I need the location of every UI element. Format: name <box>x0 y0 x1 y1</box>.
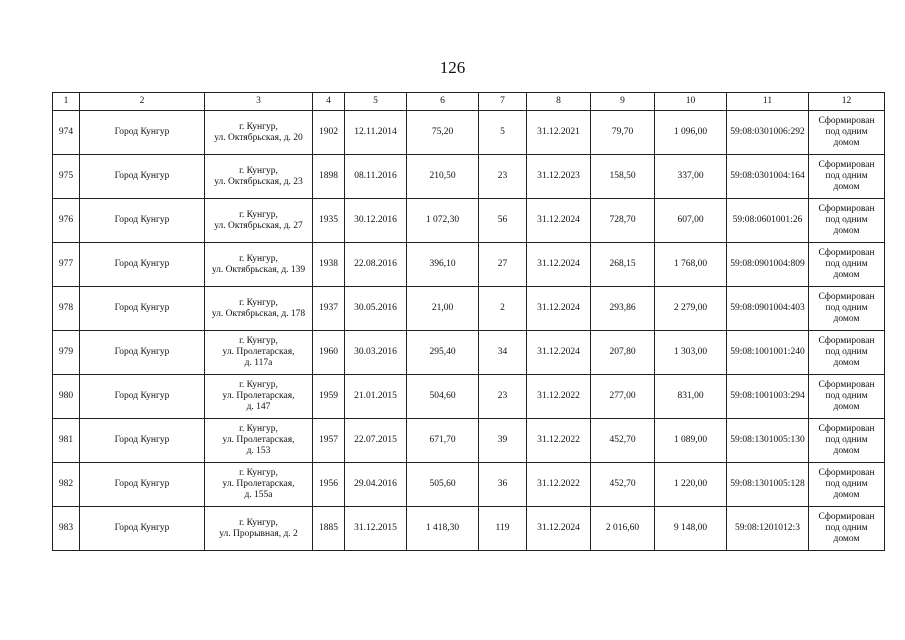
area-cell: 21,00 <box>407 287 479 331</box>
cadastral-number-cell: 59:08:1001001:240 <box>727 331 809 375</box>
area-cell: 396,10 <box>407 243 479 287</box>
settlement-cell: Город Кунгур <box>80 243 205 287</box>
residents-cell: 23 <box>479 375 527 419</box>
residents-cell: 5 <box>479 111 527 155</box>
deadline-cell: 31.12.2024 <box>527 507 591 551</box>
residents-cell: 56 <box>479 199 527 243</box>
cadastral-number-cell: 59:08:0901004:809 <box>727 243 809 287</box>
residents-cell: 23 <box>479 155 527 199</box>
table-row <box>53 111 885 155</box>
settlement-cell: Город Кунгур <box>80 287 205 331</box>
date-cell: 31.12.2015 <box>345 507 407 551</box>
land-area-cell: 831,00 <box>655 375 727 419</box>
area-cell: 75,20 <box>407 111 479 155</box>
date-cell: 21.01.2015 <box>345 375 407 419</box>
cadastral-number-cell: 59:08:0301004:164 <box>727 155 809 199</box>
year-built-cell: 1957 <box>313 419 345 463</box>
deadline-cell: 31.12.2024 <box>527 199 591 243</box>
status-cell: Сформирован под одним домом <box>809 331 885 375</box>
date-cell: 30.12.2016 <box>345 199 407 243</box>
year-built-cell: 1935 <box>313 199 345 243</box>
address-cell: г. Кунгур, ул. Октябрьская, д. 139 <box>205 243 313 287</box>
cadastral-number-cell: 59:08:1201012:3 <box>727 507 809 551</box>
row-number-cell: 978 <box>53 287 80 331</box>
address-cell: г. Кунгур, ул. Пролетарская, д. 147 <box>205 375 313 419</box>
table-row <box>53 507 885 551</box>
address-cell: г. Кунгур, ул. Октябрьская, д. 20 <box>205 111 313 155</box>
area-cell: 79,70 <box>591 111 655 155</box>
settlement-cell: Город Кунгур <box>80 331 205 375</box>
column-header: 10 <box>655 93 727 111</box>
table-row <box>53 287 885 331</box>
land-area-cell: 9 148,00 <box>655 507 727 551</box>
area-cell: 293,86 <box>591 287 655 331</box>
area-cell: 1 418,30 <box>407 507 479 551</box>
area-cell: 452,70 <box>591 419 655 463</box>
cadastral-number-cell: 59:08:0901004:403 <box>727 287 809 331</box>
area-cell: 504,60 <box>407 375 479 419</box>
area-cell: 728,70 <box>591 199 655 243</box>
residents-cell: 34 <box>479 331 527 375</box>
table-row <box>53 419 885 463</box>
settlement-cell: Город Кунгур <box>80 463 205 507</box>
status-cell: Сформирован под одним домом <box>809 507 885 551</box>
status-cell: Сформирован под одним домом <box>809 419 885 463</box>
row-number-cell: 976 <box>53 199 80 243</box>
deadline-cell: 31.12.2022 <box>527 463 591 507</box>
table-row <box>53 375 885 419</box>
year-built-cell: 1902 <box>313 111 345 155</box>
row-number-cell: 981 <box>53 419 80 463</box>
column-header: 12 <box>809 93 885 111</box>
address-cell: г. Кунгур, ул. Октябрьская, д. 23 <box>205 155 313 199</box>
column-header: 1 <box>53 93 80 111</box>
column-header: 4 <box>313 93 345 111</box>
status-cell: Сформирован под одним домом <box>809 111 885 155</box>
area-cell: 671,70 <box>407 419 479 463</box>
status-cell: Сформирован под одним домом <box>809 199 885 243</box>
area-cell: 2 016,60 <box>591 507 655 551</box>
year-built-cell: 1956 <box>313 463 345 507</box>
cadastral-number-cell: 59:08:1301005:128 <box>727 463 809 507</box>
deadline-cell: 31.12.2023 <box>527 155 591 199</box>
page-number: 126 <box>439 58 466 77</box>
residents-cell: 2 <box>479 287 527 331</box>
land-area-cell: 1 089,00 <box>655 419 727 463</box>
area-cell: 277,00 <box>591 375 655 419</box>
address-cell: г. Кунгур, ул. Прорывная, д. 2 <box>205 507 313 551</box>
address-cell: г. Кунгур, ул. Пролетарская, д. 153 <box>205 419 313 463</box>
residents-cell: 39 <box>479 419 527 463</box>
settlement-cell: Город Кунгур <box>80 419 205 463</box>
status-cell: Сформирован под одним домом <box>809 463 885 507</box>
area-cell: 268,15 <box>591 243 655 287</box>
row-number-cell: 982 <box>53 463 80 507</box>
deadline-cell: 31.12.2022 <box>527 375 591 419</box>
row-number-cell: 980 <box>53 375 80 419</box>
row-number-cell: 979 <box>53 331 80 375</box>
deadline-cell: 31.12.2024 <box>527 243 591 287</box>
date-cell: 12.11.2014 <box>345 111 407 155</box>
settlement-cell: Город Кунгур <box>80 111 205 155</box>
address-cell: г. Кунгур, ул. Пролетарская, д. 155а <box>205 463 313 507</box>
row-number-cell: 975 <box>53 155 80 199</box>
row-number-cell: 977 <box>53 243 80 287</box>
residents-cell: 119 <box>479 507 527 551</box>
year-built-cell: 1898 <box>313 155 345 199</box>
registry-table <box>52 92 885 551</box>
land-area-cell: 607,00 <box>655 199 727 243</box>
year-built-cell: 1885 <box>313 507 345 551</box>
deadline-cell: 31.12.2022 <box>527 419 591 463</box>
table-row <box>53 331 885 375</box>
settlement-cell: Город Кунгур <box>80 375 205 419</box>
status-cell: Сформирован под одним домом <box>809 375 885 419</box>
year-built-cell: 1960 <box>313 331 345 375</box>
row-number-cell: 983 <box>53 507 80 551</box>
area-cell: 452,70 <box>591 463 655 507</box>
column-header: 3 <box>205 93 313 111</box>
address-cell: г. Кунгур, ул. Октябрьская, д. 27 <box>205 199 313 243</box>
land-area-cell: 1 096,00 <box>655 111 727 155</box>
cadastral-number-cell: 59:08:0301006:292 <box>727 111 809 155</box>
year-built-cell: 1959 <box>313 375 345 419</box>
land-area-cell: 2 279,00 <box>655 287 727 331</box>
area-cell: 295,40 <box>407 331 479 375</box>
status-cell: Сформирован под одним домом <box>809 287 885 331</box>
column-header: 11 <box>727 93 809 111</box>
year-built-cell: 1937 <box>313 287 345 331</box>
cadastral-number-cell: 59:08:0601001:26 <box>727 199 809 243</box>
column-header: 5 <box>345 93 407 111</box>
area-cell: 1 072,30 <box>407 199 479 243</box>
header-row <box>53 93 885 111</box>
column-header: 2 <box>80 93 205 111</box>
settlement-cell: Город Кунгур <box>80 507 205 551</box>
deadline-cell: 31.12.2024 <box>527 331 591 375</box>
date-cell: 30.03.2016 <box>345 331 407 375</box>
table-row <box>53 243 885 287</box>
column-header: 7 <box>479 93 527 111</box>
table-row <box>53 199 885 243</box>
column-header: 8 <box>527 93 591 111</box>
residents-cell: 27 <box>479 243 527 287</box>
date-cell: 29.04.2016 <box>345 463 407 507</box>
deadline-cell: 31.12.2024 <box>527 287 591 331</box>
table-row <box>53 463 885 507</box>
address-cell: г. Кунгур, ул. Пролетарская, д. 117а <box>205 331 313 375</box>
cadastral-number-cell: 59:08:1301005:130 <box>727 419 809 463</box>
cadastral-number-cell: 59:08:1001003:294 <box>727 375 809 419</box>
date-cell: 22.08.2016 <box>345 243 407 287</box>
area-cell: 158,50 <box>591 155 655 199</box>
status-cell: Сформирован под одним домом <box>809 155 885 199</box>
date-cell: 08.11.2016 <box>345 155 407 199</box>
residents-cell: 36 <box>479 463 527 507</box>
date-cell: 22.07.2015 <box>345 419 407 463</box>
area-cell: 505,60 <box>407 463 479 507</box>
date-cell: 30.05.2016 <box>345 287 407 331</box>
year-built-cell: 1938 <box>313 243 345 287</box>
area-cell: 210,50 <box>407 155 479 199</box>
land-area-cell: 1 220,00 <box>655 463 727 507</box>
settlement-cell: Город Кунгур <box>80 199 205 243</box>
table-row <box>53 155 885 199</box>
status-cell: Сформирован под одним домом <box>809 243 885 287</box>
settlement-cell: Город Кунгур <box>80 155 205 199</box>
column-header: 9 <box>591 93 655 111</box>
row-number-cell: 974 <box>53 111 80 155</box>
deadline-cell: 31.12.2021 <box>527 111 591 155</box>
land-area-cell: 1 768,00 <box>655 243 727 287</box>
land-area-cell: 337,00 <box>655 155 727 199</box>
column-header: 6 <box>407 93 479 111</box>
area-cell: 207,80 <box>591 331 655 375</box>
address-cell: г. Кунгур, ул. Октябрьская, д. 178 <box>205 287 313 331</box>
land-area-cell: 1 303,00 <box>655 331 727 375</box>
